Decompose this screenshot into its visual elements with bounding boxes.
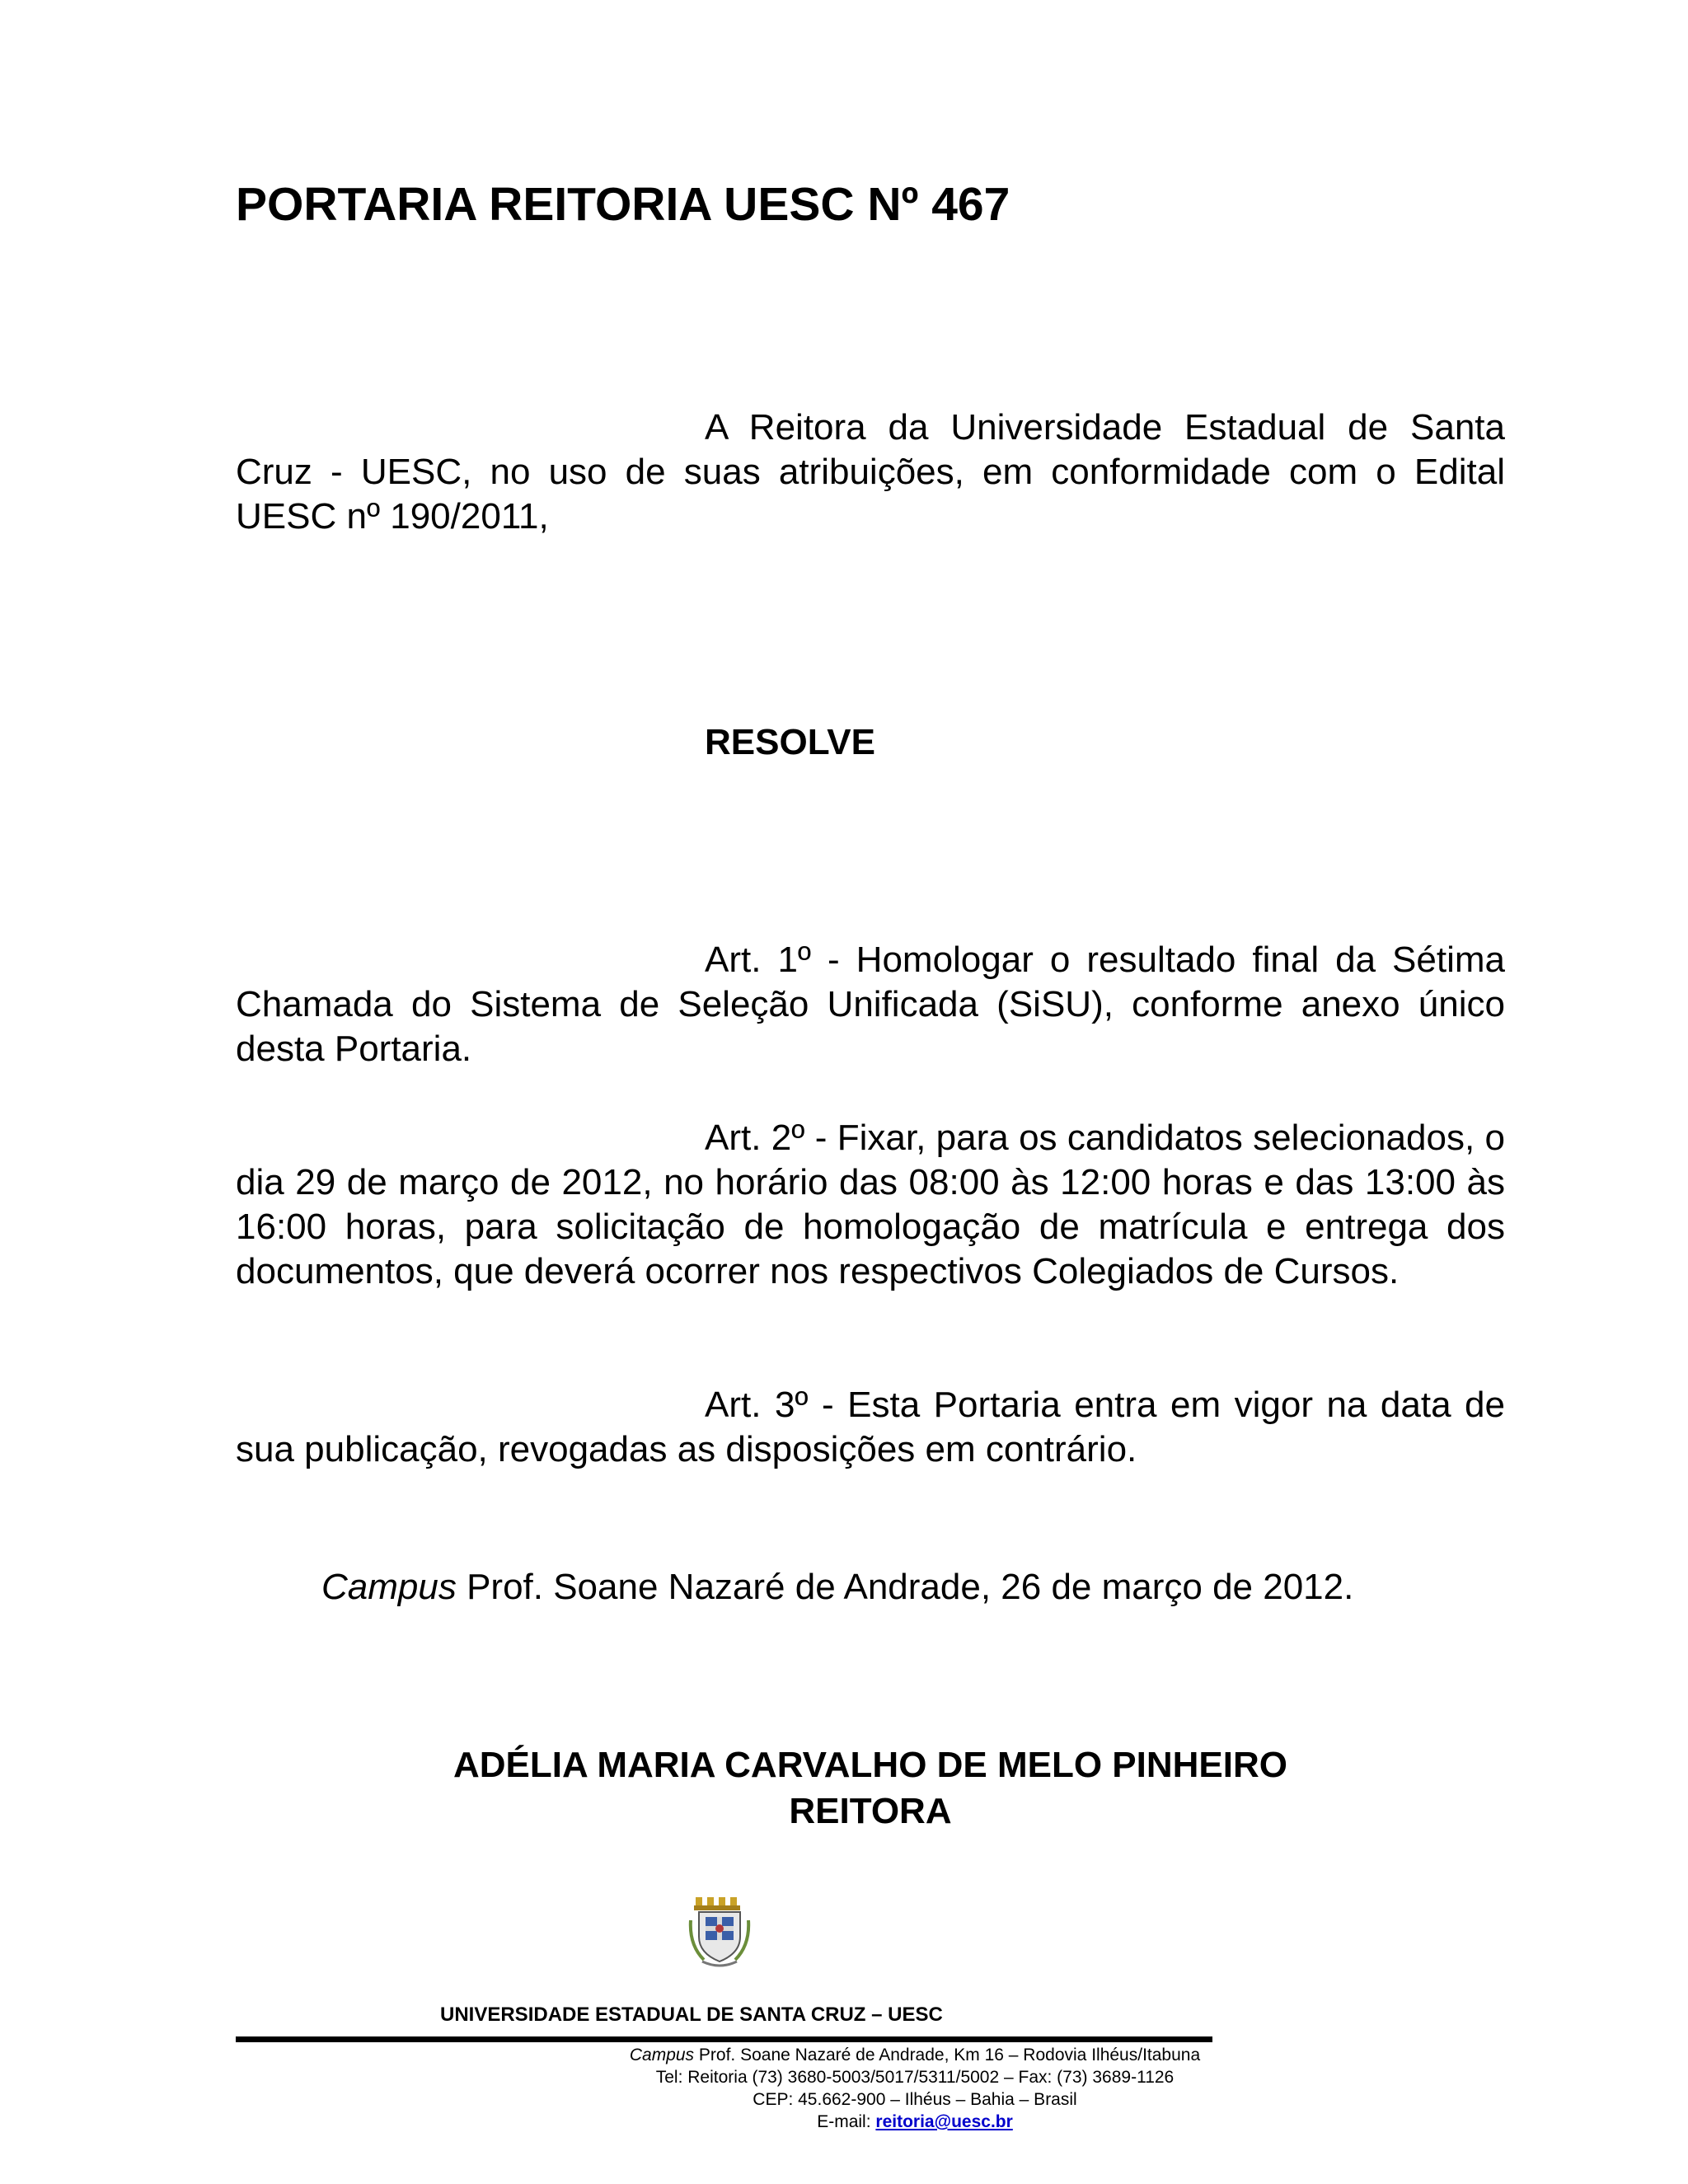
signatory-role: REITORA (789, 1791, 952, 1831)
footer-contact (462, 2044, 1368, 2133)
footer-email-label: E-mail: (817, 2112, 876, 2131)
document-title: PORTARIA REITORIA UESC Nº 467 (236, 178, 1010, 231)
article-1 (236, 938, 1505, 1071)
footer-phone: Tel: Reitoria (73) 3680-5003/5017/5311/5002 – Fax: (73) 3689-1126 (655, 2068, 1175, 2087)
article-3 (236, 1383, 1505, 1472)
footer-address-rest: Prof. Soane Nazaré de Andrade, Km 16 – Rodovia Ilhéus/Itabuna (694, 2046, 1201, 2064)
footer-divider (236, 2036, 1212, 2042)
footer-email-line (462, 2111, 1368, 2133)
footer-email-link[interactable]: reitoria@uesc.br (875, 2112, 1013, 2131)
article-2-first-line: Art. 2º - Fixar, para os candidatos (705, 1118, 1243, 1158)
signatory-name: ADÉLIA MARIA CARVALHO DE MELO PINHEIRO (452, 1745, 1288, 1785)
campus-word: Campus (321, 1567, 457, 1607)
article-3-rest: de sua publicação, revogadas as disposições em contrário. (236, 1385, 1505, 1469)
article-2-rest: selecionados, o dia 29 de março de 2012, no horário das 08:00 às 12:00 horas e das 13:00 às 16:00 horas, para solicitação de homologação de matrícula e entrega dos documentos, que deverá ocorrer nos respectivos Colegiados de Cursos. (236, 1118, 1505, 1291)
preamble-first-line: A Reitora da Universidade Estadual de Santa (705, 407, 1505, 448)
university-crest-icon (687, 1896, 752, 1970)
article-2 (236, 1116, 1505, 1294)
signature-block (236, 1742, 1505, 1835)
place-date-rest: Prof. Soane Nazaré de Andrade, 26 de março de 2012. (456, 1567, 1354, 1607)
footer-campus-word: Campus (629, 2046, 695, 2064)
article-3-first-line: Art. 3º - Esta Portaria entra em vigor na data (705, 1385, 1451, 1425)
place-and-date (321, 1565, 1353, 1610)
preamble-paragraph (236, 405, 1505, 539)
preamble-rest: Cruz - UESC, no uso de suas atribuições, em conformidade com o Edital UESC nº 190/2011, (236, 452, 1505, 537)
article-1-rest: Chamada do Sistema de Seleção Unificada (SiSU), conforme anexo único desta Portaria. (236, 984, 1505, 1069)
footer-cep: CEP: 45.662-900 – Ilhéus – Bahia – Brasil (753, 2090, 1077, 2109)
resolve-heading: RESOLVE (705, 722, 876, 762)
footer-organization-name: UNIVERSIDADE ESTADUAL DE SANTA CRUZ – UESC (440, 2004, 943, 2026)
article-1-first-line: Art. 1º - Homologar o resultado final da Sétima (705, 940, 1505, 980)
footer-address (462, 2044, 1368, 2066)
